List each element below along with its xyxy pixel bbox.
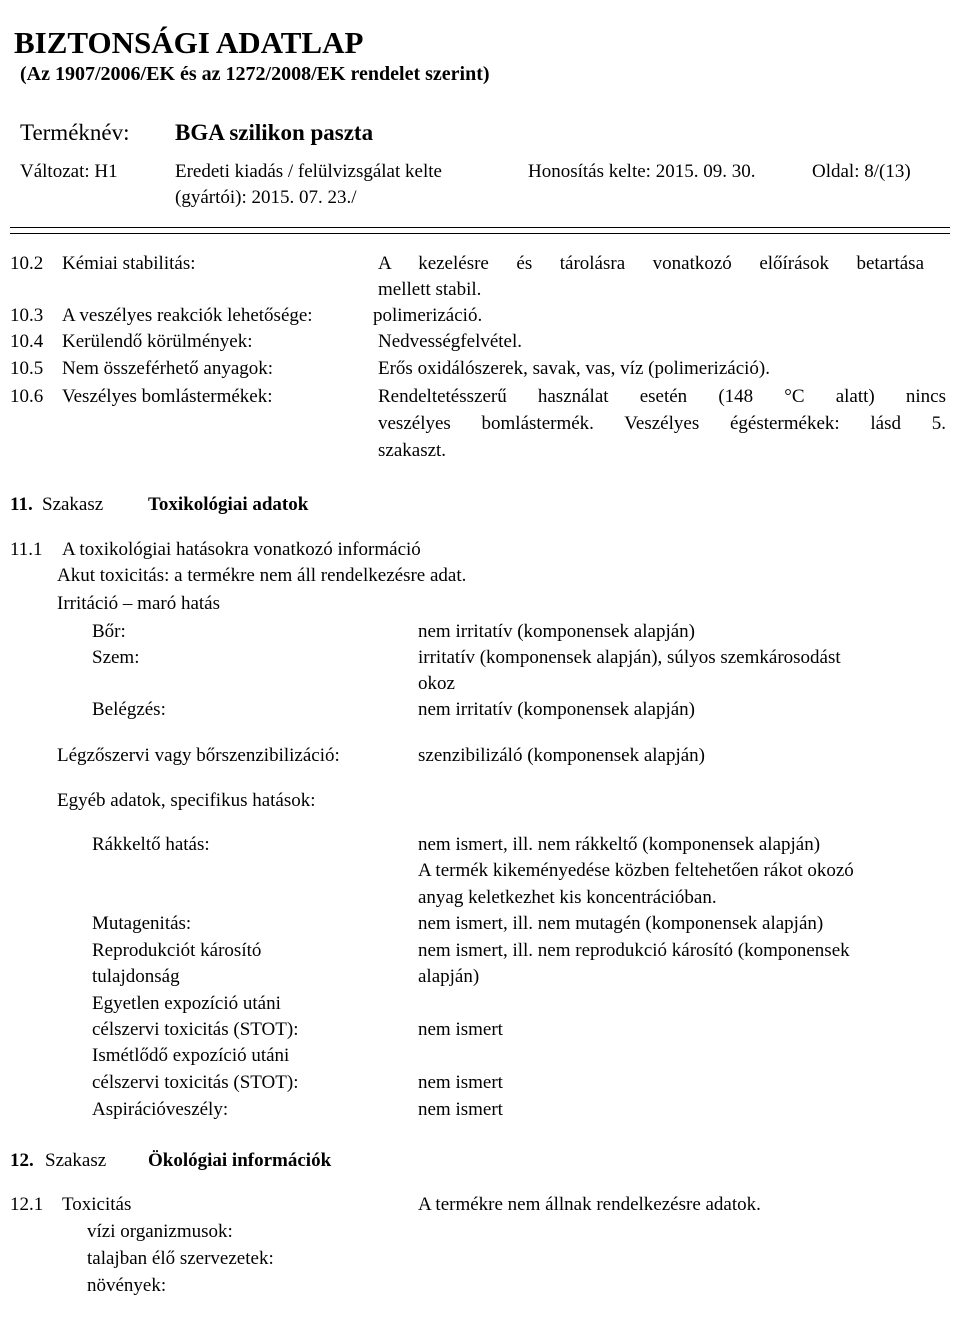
row-value: polimerizáció. — [373, 305, 483, 326]
other-info-heading: Egyéb adatok, specifikus hatások: — [57, 790, 316, 811]
row-value: Erős oxidálószerek, savak, vas, víz (polimerizáció). — [378, 358, 770, 379]
row-num: 10.3 — [10, 305, 44, 326]
reproductive-value: alapján) — [418, 966, 480, 987]
mutagenicity-value: nem ismert, ill. nem mutagén (komponensek alapján) — [418, 913, 824, 934]
list-item: vízi organizmusok: — [87, 1221, 233, 1242]
inhalation-label: Belégzés: — [92, 699, 166, 720]
row-value: Nedvességfelvétel. — [378, 331, 523, 352]
product-name: BGA szilikon paszta — [175, 120, 374, 145]
toxicity-value: A termékre nem állnak rendelkezésre adatok. — [418, 1194, 761, 1215]
row-label: Kémiai stabilitás: — [62, 253, 196, 274]
row-num: 10.5 — [10, 358, 44, 379]
row-label: A veszélyes reakciók lehetősége: — [62, 305, 313, 326]
subsection-title: Toxicitás — [62, 1194, 132, 1215]
subsection-number: 11.1 — [10, 539, 43, 560]
aspiration-label: Aspirációveszély: — [92, 1099, 229, 1120]
header-rule-top — [10, 227, 950, 228]
document-title: BIZTONSÁGI ADATLAP — [14, 25, 364, 60]
localization-date: Honosítás kelte: 2015. 09. 30. — [528, 161, 756, 182]
carcinogenicity-value: anyag keletkezhet kis koncentrációban. — [418, 887, 717, 908]
acute-toxicity: Akut toxicitás: a termékre nem áll rendelkezésre adat. — [57, 565, 467, 586]
carcinogenicity-value: A termék kikeményedése közben feltehetően rákot okozó — [418, 860, 854, 881]
row-value: veszélyes bomlástermék. Veszélyes égéstermékek: lásd 5. — [378, 413, 946, 434]
section-number: 12. — [10, 1150, 34, 1171]
list-item: talajban élő szervezetek: — [87, 1248, 274, 1269]
stot-single-value: nem ismert — [418, 1019, 503, 1040]
irritation-heading: Irritáció – maró hatás — [57, 593, 221, 614]
reproductive-label: Reprodukciót károsító — [92, 940, 262, 961]
document-subtitle: (Az 1907/2006/EK és az 1272/2008/EK rendelet szerint) — [20, 63, 490, 85]
section-word: Szakasz — [45, 1150, 107, 1171]
row-value: szakaszt. — [378, 440, 447, 461]
carcinogenicity-value: nem ismert, ill. nem rákkeltő (komponensek alapján) — [418, 834, 821, 855]
section-word: Szakasz — [42, 494, 104, 515]
carcinogenicity-label: Rákkeltő hatás: — [92, 834, 210, 855]
row-label: Veszélyes bomlástermékek: — [62, 386, 273, 407]
stot-single-label: célszervi toxicitás (STOT): — [92, 1019, 299, 1040]
mutagenicity-label: Mutagenitás: — [92, 913, 192, 934]
row-num: 10.2 — [10, 253, 44, 274]
section-number: 11. — [10, 494, 33, 515]
aspiration-value: nem ismert — [418, 1099, 503, 1120]
stot-repeated-label: célszervi toxicitás (STOT): — [92, 1072, 299, 1093]
reproductive-value: nem ismert, ill. nem reprodukció károsító (komponensek — [418, 940, 850, 961]
row-value: Rendeltetésszerű használat esetén (148 °C alatt) nincs — [378, 386, 946, 407]
reproductive-label: tulajdonság — [92, 966, 180, 987]
row-label: Kerülendő körülmények: — [62, 331, 253, 352]
skin-label: Bőr: — [92, 621, 126, 642]
row-value: A kezelésre és tárolásra vonatkozó előírások betartása — [378, 253, 924, 274]
issue-date-line2: (gyártói): 2015. 07. 23./ — [175, 187, 357, 208]
sensitization-label: Légzőszervi vagy bőrszenzibilizáció: — [57, 745, 340, 766]
page-number: Oldal: 8/(13) — [812, 161, 911, 182]
stot-repeated-label: Ismétlődő expozíció utáni — [92, 1045, 290, 1066]
stot-repeated-value: nem ismert — [418, 1072, 503, 1093]
issue-date-line1: Eredeti kiadás / felülvizsgálat kelte — [175, 161, 442, 182]
header-rule-bottom — [10, 233, 950, 234]
inhalation-value: nem irritatív (komponensek alapján) — [418, 699, 695, 720]
subsection-number: 12.1 — [10, 1194, 44, 1215]
eye-value: irritatív (komponensek alapján), súlyos szemkárosodást — [418, 647, 841, 668]
sensitization-value: szenzibilizáló (komponensek alapján) — [418, 745, 706, 766]
subsection-title: A toxikológiai hatásokra vonatkozó információ — [62, 539, 421, 560]
row-num: 10.4 — [10, 331, 44, 352]
stot-single-label: Egyetlen expozíció utáni — [92, 993, 281, 1014]
section-title: Toxikológiai adatok — [148, 494, 309, 515]
row-label: Nem összeférhető anyagok: — [62, 358, 274, 379]
eye-label: Szem: — [92, 647, 140, 668]
version: Változat: H1 — [20, 161, 118, 182]
skin-value: nem irritatív (komponensek alapján) — [418, 621, 695, 642]
list-item: növények: — [87, 1275, 167, 1296]
row-num: 10.6 — [10, 386, 44, 407]
product-name-label: Terméknév: — [20, 120, 130, 145]
section-title: Ökológiai információk — [148, 1150, 332, 1171]
eye-value: okoz — [418, 673, 455, 694]
row-value: mellett stabil. — [378, 279, 482, 300]
